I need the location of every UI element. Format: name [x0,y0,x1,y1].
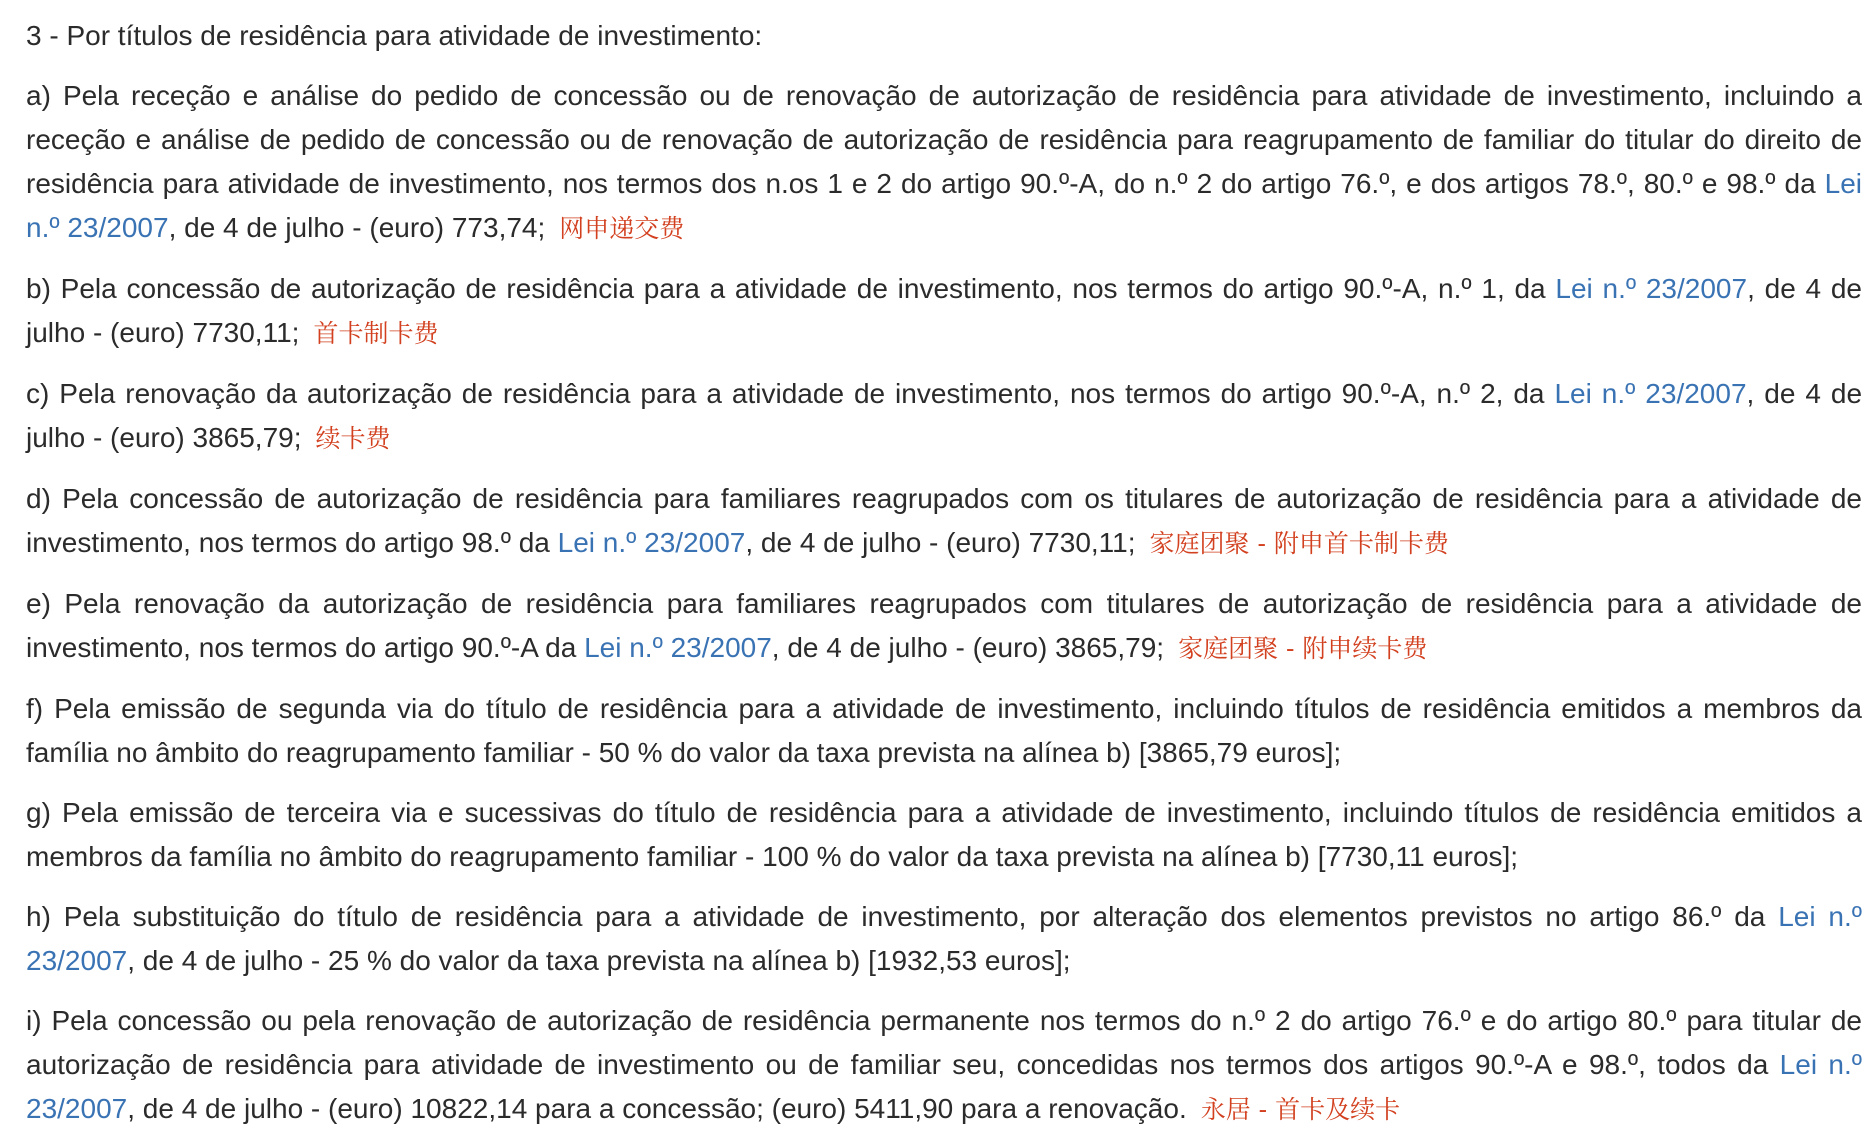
annotation-note: 家庭团聚 - 附申首卡制卡费 [1149,529,1449,558]
item-b-text-before: b) Pela concessão de autorização de residência para a atividade de investimento, nos termos do artigo 90.º-A, n.º 1, da [26,273,1556,304]
item-d-text-before: d) Pela concessão de autorização de residência para familiares reagrupados com os titulares de autorização de residência para a atividade de investimento, nos termos do artigo 98.º da [26,483,1862,558]
item-h-text-after: , de 4 de julho - 25 % do valor da taxa prevista na alínea b) [1932,53 euros]; [127,945,1071,976]
item-e [26,582,1862,671]
item-b [26,267,1862,356]
document-body [26,14,1862,1148]
item-g: g) Pela emissão de terceira via e sucessivas do título de residência para a atividade de investimento, incluindo títulos de residência emitidos a membros da família no âmbito do reagrupamento familiar - 100 % do valor da taxa prevista na alínea b) [7730,11 euros]; [26,797,1862,872]
item-e-text-before: e) Pela renovação da autorização de residência para familiares reagrupados com titulares de autorização de residência para a atividade de investimento, nos termos do artigo 90.º-A da [26,588,1862,663]
lei-link[interactable]: Lei n.º 23/2007 [557,527,746,558]
lei-link[interactable]: Lei n.º 23/2007 [584,632,772,663]
item-a-text-after: , de 4 de julho - (euro) 773,74; [168,212,546,243]
lei-link[interactable]: Lei n.º 23/2007 [26,1049,1862,1124]
item-a-text-before: a) Pela receção e análise do pedido de concessão ou de renovação de autorização de residência para atividade de investimento, incluindo a receção e análise de pedido de concessão ou de renovação de autorização de residência para reagrupamento de familiar do titular do direito de residência para atividade de investimento, nos termos dos n.os 1 e 2 do artigo 90.º-A, do n.º 2 do artigo 76.º, e dos artigos 78.º, 80.º e 98.º da [26,80,1862,199]
item-c-text-after: , de 4 de julho - (euro) 3865,79; [26,378,1863,453]
annotation-note: 网申递交费 [559,214,685,243]
annotation-note: 家庭团聚 - 附申续卡费 [1178,634,1428,663]
item-a [26,74,1862,251]
item-h [26,895,1862,983]
item-d [26,477,1862,566]
lei-link[interactable]: Lei n.º 23/2007 [26,901,1862,976]
lei-link[interactable]: Lei n.º 23/2007 [1555,273,1748,304]
item-h-text-before: h) Pela substituição do título de residência para a atividade de investimento, por alteração dos elementos previstos no artigo 86.º da [26,901,1779,932]
item-c-text-before: c) Pela renovação da autorização de residência para a atividade de investimento, nos termos do artigo 90.º-A, n.º 2, da [26,378,1555,409]
lei-link[interactable]: Lei n.º 23/2007 [26,168,1862,243]
item-c [26,372,1862,461]
annotation-note: 永居 - 首卡及续卡 [1200,1095,1401,1124]
lei-link[interactable]: Lei n.º 23/2007 [1554,378,1747,409]
annotation-note: 续卡费 [315,424,391,453]
item-i-text-before: i) Pela concessão ou pela renovação de autorização de residência permanente nos termos do n.º 2 do artigo 76.º e do artigo 80.º para titular de autorização de residência para atividade de investimento ou de familiar seu, concedidas nos termos dos artigos 90.º-A e 98.º, todos da [26,1005,1862,1080]
item-f: f) Pela emissão de segunda via do título de residência para a atividade de investimento, incluindo títulos de residência emitidos a membros da família no âmbito do reagrupamento familiar - 50 % do valor da taxa prevista na alínea b) [3865,79 euros]; [26,693,1862,768]
annotation-note: 首卡制卡费 [313,319,439,348]
item-b-text-after: , de 4 de julho - (euro) 7730,11; [26,273,1862,348]
item-d-text-after: , de 4 de julho - (euro) 7730,11; [745,527,1136,558]
item-i [26,999,1862,1132]
item-i-text-after: , de 4 de julho - (euro) 10822,14 para a concessão; (euro) 5411,90 para a renovação. [127,1093,1187,1124]
section-heading: 3 - Por títulos de residência para atividade de investimento: [26,20,763,51]
item-e-text-after: , de 4 de julho - (euro) 3865,79; [771,632,1165,663]
